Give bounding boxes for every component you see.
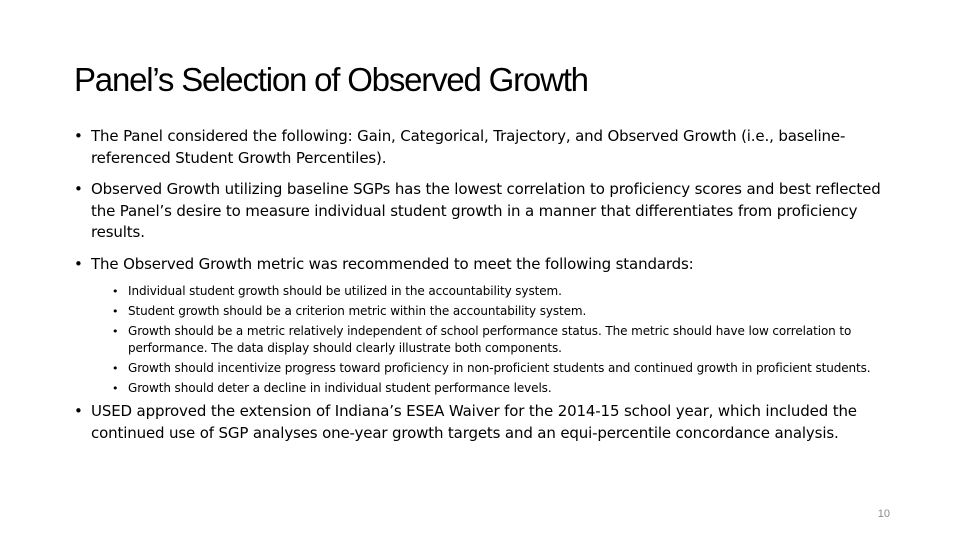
page-number: 10 — [877, 508, 890, 520]
bullet-icon: • — [74, 180, 83, 198]
standards-sub-list — [112, 283, 904, 397]
bullet-item — [74, 179, 904, 244]
sub-bullet-text: Growth should be a metric relatively independent of school performance status. The metric should have low correlation to performance. The data display should clearly illustrate both components. — [128, 324, 852, 355]
sub-bullet-item — [112, 283, 904, 300]
bullet-text: The Observed Growth metric was recommended to meet the following standards: — [91, 254, 694, 273]
sub-bullet-item — [112, 360, 904, 377]
bullet-icon: • — [112, 325, 119, 338]
sub-bullet-text: Individual student growth should be utilized in the accountability system. — [128, 284, 562, 298]
bullet-icon: • — [112, 305, 119, 318]
sub-bullet-item — [112, 303, 904, 320]
sub-bullet-item — [112, 380, 904, 397]
sub-bullet-text: Student growth should be a criterion metric within the accountability system. — [128, 304, 587, 318]
bullet-text: Observed Growth utilizing baseline SGPs has the lowest correlation to proficiency scores and best reflected the Panel’s desire to measure individual student growth in a manner that differentiates from proficiency results. — [91, 180, 881, 241]
bullet-icon: • — [112, 285, 119, 298]
bullet-icon: • — [74, 127, 83, 145]
bullet-icon: • — [74, 254, 83, 273]
bullet-item — [74, 401, 904, 444]
bullet-icon: • — [74, 402, 83, 420]
bullet-text: The Panel considered the following: Gain, Categorical, Trajectory, and Observed Growth (i.e., baseline-referenced Student Growth Percentiles). — [91, 127, 846, 167]
sub-bullet-item — [112, 323, 904, 357]
bullet-icon: • — [112, 382, 119, 395]
sub-bullet-text: Growth should deter a decline in individual student performance levels. — [128, 381, 552, 395]
slide-content — [74, 126, 904, 454]
bullet-text: USED approved the extension of Indiana’s ESEA Waiver for the 2014-15 school year, which included the continued use of SGP analyses one-year growth targets and an equi-percentile concordance analysis. — [91, 402, 857, 442]
bullet-item — [74, 126, 904, 169]
main-bullet-list — [74, 126, 904, 444]
bullet-item — [74, 254, 904, 398]
bullet-icon: • — [112, 362, 119, 375]
slide-title: Panel’s Selection of Observed Growth — [74, 61, 588, 98]
sub-bullet-text: Growth should incentivize progress toward proficiency in non-proficient students and continued growth in proficient students. — [128, 361, 871, 375]
